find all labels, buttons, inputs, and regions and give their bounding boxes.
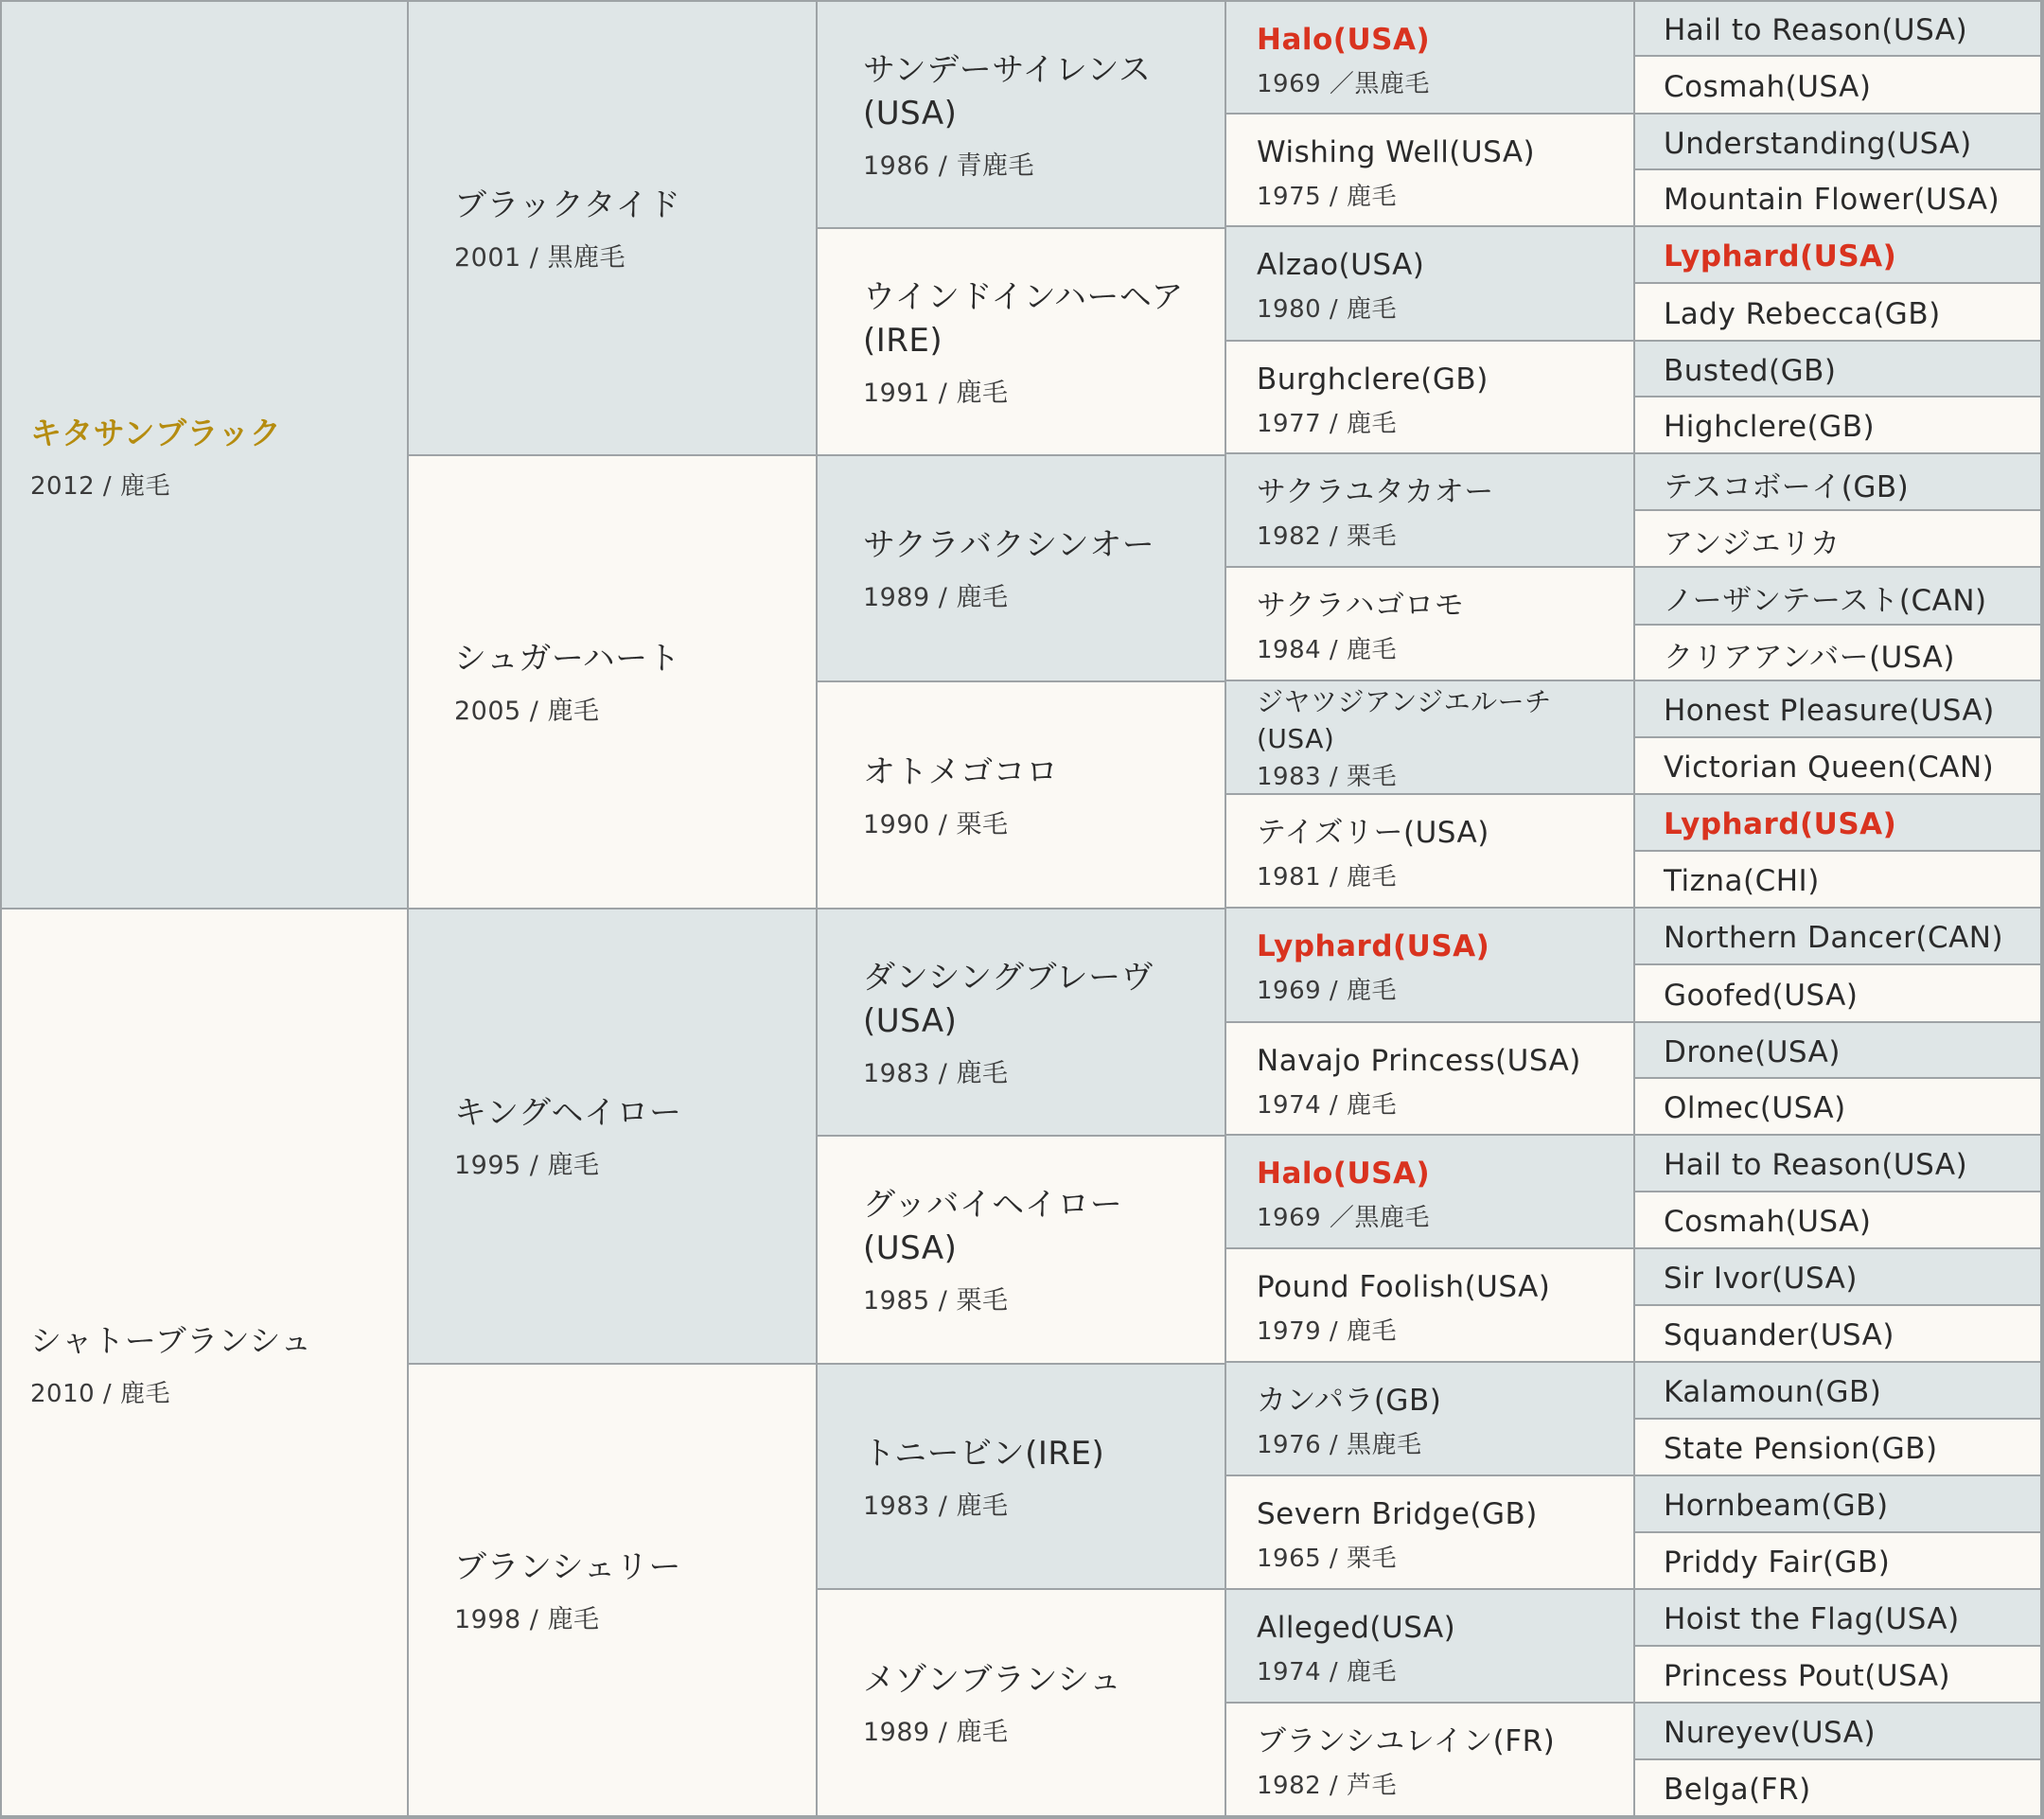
g3-cell [818, 456, 1226, 682]
horse-name: Sir Ivor(USA) [1664, 1262, 1858, 1296]
g5-cell [1635, 2, 2042, 57]
sire-cell [2, 2, 409, 910]
g3-cell [818, 1365, 1226, 1590]
horse-name: Hail to Reason(USA) [1664, 13, 1968, 47]
g5-cell [1635, 115, 2042, 170]
g5-cell [1635, 1136, 2042, 1192]
g2-cell [409, 1365, 818, 1817]
horse-birth-color: 1976 / 黒鹿毛 [1257, 1431, 1422, 1459]
horse-name: State Pension(GB) [1664, 1432, 1938, 1466]
g3-cell [818, 2, 1226, 229]
horse-name: Halo(USA) [1257, 1157, 1431, 1191]
horse-birth-color: 1986 / 青鹿毛 [863, 150, 1034, 181]
g5-cell [1635, 1192, 2042, 1249]
horse-name: Princess Pout(USA) [1664, 1659, 1951, 1693]
horse-birth-color: 1969 ／黒鹿毛 [1257, 70, 1430, 98]
g4-cell [1226, 454, 1635, 568]
g4-cell [1226, 1476, 1635, 1590]
horse-birth-color: 1989 / 鹿毛 [863, 583, 1009, 612]
horse-name: Goofed(USA) [1664, 978, 1859, 1013]
g3-cell [818, 229, 1226, 456]
g5-cell [1635, 57, 2042, 115]
g4-cell [1226, 115, 1635, 227]
g5-cell [1635, 1363, 2042, 1420]
horse-name: トニービン(IRE) [863, 1434, 1105, 1473]
horse-birth-color: 1989 / 鹿毛 [863, 1717, 1009, 1747]
horse-birth-color: 1977 / 鹿毛 [1257, 410, 1397, 438]
horse-birth-color: 1974 / 鹿毛 [1257, 1091, 1397, 1120]
horse-name: Nureyev(USA) [1664, 1716, 1877, 1750]
horse-name: Wishing Well(USA) [1257, 135, 1536, 169]
horse-name: Highclere(GB) [1664, 410, 1876, 444]
horse-birth-color: 1983 / 栗毛 [1257, 762, 1397, 791]
g2-cell [409, 2, 818, 456]
horse-birth-color: 1985 / 栗毛 [863, 1286, 1009, 1316]
horse-birth-color: 1969 ／黒鹿毛 [1257, 1204, 1430, 1232]
horse-name: Northern Dancer(CAN) [1664, 921, 2004, 955]
horse-name: Busted(GB) [1664, 353, 1837, 388]
horse-name: Lyphard(USA) [1257, 929, 1490, 963]
g4-cell [1226, 1249, 1635, 1363]
horse-name: Severn Bridge(GB) [1257, 1497, 1538, 1531]
horse-name: キタサンブラック [30, 414, 282, 451]
g2-cell [409, 910, 818, 1365]
horse-birth-color: 1983 / 鹿毛 [863, 1491, 1009, 1521]
g4-cell [1226, 2, 1635, 115]
horse-birth-color: 1969 / 鹿毛 [1257, 977, 1397, 1005]
g5-cell [1635, 626, 2042, 681]
horse-name: サクラハゴロモ [1257, 589, 1465, 623]
g5-cell [1635, 1420, 2042, 1476]
horse-name: ブランシユレイン(FR) [1257, 1724, 1556, 1758]
horse-birth-color: 1974 / 鹿毛 [1257, 1658, 1397, 1687]
g5-cell [1635, 681, 2042, 738]
g3-cell [818, 910, 1226, 1137]
horse-name: Pound Foolish(USA) [1257, 1270, 1551, 1304]
g4-cell [1226, 227, 1635, 342]
g3-cell [818, 1590, 1226, 1817]
g4-cell [1226, 342, 1635, 454]
horse-name: Hoist the Flag(USA) [1664, 1602, 1960, 1636]
g2-cell [409, 456, 818, 910]
horse-name: Understanding(USA) [1664, 126, 1972, 161]
g5-cell [1635, 795, 2042, 852]
horse-birth-color: 1975 / 鹿毛 [1257, 183, 1397, 211]
horse-name: Honest Pleasure(USA) [1664, 694, 1995, 728]
horse-name: Alleged(USA) [1257, 1611, 1456, 1645]
horse-name: Cosmah(USA) [1664, 1205, 1872, 1239]
horse-name: キングヘイロー [454, 1094, 682, 1132]
horse-name: ダンシングブレーヴ (USA) [863, 958, 1154, 1040]
horse-name: ウインドインハーヘア (IRE) [863, 277, 1184, 360]
horse-birth-color: 1995 / 鹿毛 [454, 1151, 600, 1180]
g5-cell [1635, 852, 2042, 909]
horse-name: Alzao(USA) [1257, 248, 1425, 282]
g5-cell [1635, 1533, 2042, 1590]
g5-cell [1635, 284, 2042, 342]
horse-name: Drone(USA) [1664, 1034, 1841, 1069]
horse-birth-color: 2012 / 鹿毛 [30, 471, 170, 501]
horse-birth-color: 1980 / 鹿毛 [1257, 295, 1397, 324]
g5-cell [1635, 1249, 2042, 1306]
g4-cell [1226, 1590, 1635, 1704]
g5-cell [1635, 227, 2042, 284]
horse-name: シャトーブランシュ [30, 1321, 312, 1359]
horse-name: Squander(USA) [1664, 1318, 1894, 1352]
g4-cell [1226, 1136, 1635, 1249]
horse-name: Hail to Reason(USA) [1664, 1148, 1968, 1182]
horse-name: Lyphard(USA) [1664, 239, 1897, 274]
horse-birth-color: 1998 / 鹿毛 [454, 1604, 600, 1634]
horse-name: メゾンブランシュ [863, 1660, 1122, 1699]
horse-name: テイズリー(USA) [1257, 816, 1489, 850]
g4-cell [1226, 909, 1635, 1023]
g5-cell [1635, 342, 2042, 397]
g5-cell [1635, 397, 2042, 454]
horse-name: シュガーハート [454, 640, 681, 678]
horse-birth-color: 1991 / 鹿毛 [863, 378, 1009, 408]
g4-cell [1226, 1363, 1635, 1476]
g5-cell [1635, 511, 2042, 568]
g4-cell [1226, 1023, 1635, 1136]
horse-name: カンパラ(GB) [1257, 1384, 1442, 1418]
horse-name: Burghclere(GB) [1257, 362, 1489, 397]
horse-birth-color: 1990 / 栗毛 [863, 809, 1009, 839]
horse-name: ジヤツジアンジエルーチ (USA) [1257, 685, 1552, 754]
horse-name: Priddy Fair(GB) [1664, 1545, 1891, 1580]
g5-cell [1635, 1760, 2042, 1817]
g3-cell [818, 682, 1226, 910]
horse-name: クリアアンバー(USA) [1664, 641, 1955, 675]
horse-name: テスコボーイ(GB) [1664, 469, 1910, 504]
g5-cell [1635, 454, 2042, 511]
g5-cell [1635, 1023, 2042, 1079]
g5-cell [1635, 1704, 2042, 1760]
horse-name: サンデーサイレンス (USA) [863, 50, 1152, 132]
horse-birth-color: 2010 / 鹿毛 [30, 1379, 170, 1408]
dam-cell [2, 910, 409, 1817]
g5-cell [1635, 1590, 2042, 1647]
horse-birth-color: 2001 / 黒鹿毛 [454, 242, 626, 273]
horse-name: グッバイヘイロー (USA) [863, 1186, 1123, 1267]
horse-name: Cosmah(USA) [1664, 69, 1872, 104]
g5-cell [1635, 738, 2042, 795]
horse-name: Halo(USA) [1257, 23, 1431, 57]
horse-name: Mountain Flower(USA) [1664, 183, 2000, 217]
horse-name: オトメゴコロ [863, 752, 1059, 791]
g5-cell [1635, 170, 2042, 227]
horse-name: Tizna(CHI) [1664, 864, 1820, 898]
horse-name: サクラユタカオー [1257, 475, 1494, 509]
horse-name: Belga(FR) [1664, 1773, 1811, 1807]
horse-name: Olmec(USA) [1664, 1091, 1846, 1125]
horse-name: Victorian Queen(CAN) [1664, 751, 1995, 785]
horse-name: ブランシェリー [454, 1547, 681, 1586]
horse-name: Navajo Princess(USA) [1257, 1044, 1581, 1078]
horse-name: Lady Rebecca(GB) [1664, 296, 1941, 331]
g5-cell [1635, 965, 2042, 1023]
horse-name: アンジエリカ [1664, 526, 1841, 561]
horse-birth-color: 1982 / 芦毛 [1257, 1772, 1397, 1800]
g4-cell [1226, 568, 1635, 681]
horse-birth-color: 1965 / 栗毛 [1257, 1545, 1397, 1573]
g4-cell [1226, 681, 1635, 795]
horse-name: Hornbeam(GB) [1664, 1489, 1889, 1523]
g5-cell [1635, 1647, 2042, 1704]
g5-cell [1635, 1079, 2042, 1136]
g4-cell [1226, 795, 1635, 909]
horse-birth-color: 2005 / 鹿毛 [454, 697, 600, 726]
g5-cell [1635, 568, 2042, 626]
horse-name: ノーザンテースト(CAN) [1664, 584, 1987, 618]
horse-birth-color: 1981 / 鹿毛 [1257, 863, 1397, 892]
horse-birth-color: 1979 / 鹿毛 [1257, 1317, 1397, 1346]
horse-birth-color: 1982 / 栗毛 [1257, 522, 1397, 551]
g4-cell [1226, 1704, 1635, 1817]
horse-birth-color: 1984 / 鹿毛 [1257, 636, 1397, 664]
horse-name: ブラックタイド [454, 185, 681, 224]
g5-cell [1635, 1306, 2042, 1363]
horse-name: サクラバクシンオー [863, 526, 1155, 564]
horse-birth-color: 1983 / 鹿毛 [863, 1058, 1009, 1088]
g5-cell [1635, 909, 2042, 965]
g3-cell [818, 1137, 1226, 1365]
g5-cell [1635, 1476, 2042, 1533]
horse-name: Kalamoun(GB) [1664, 1375, 1882, 1409]
horse-name: Lyphard(USA) [1664, 807, 1897, 841]
